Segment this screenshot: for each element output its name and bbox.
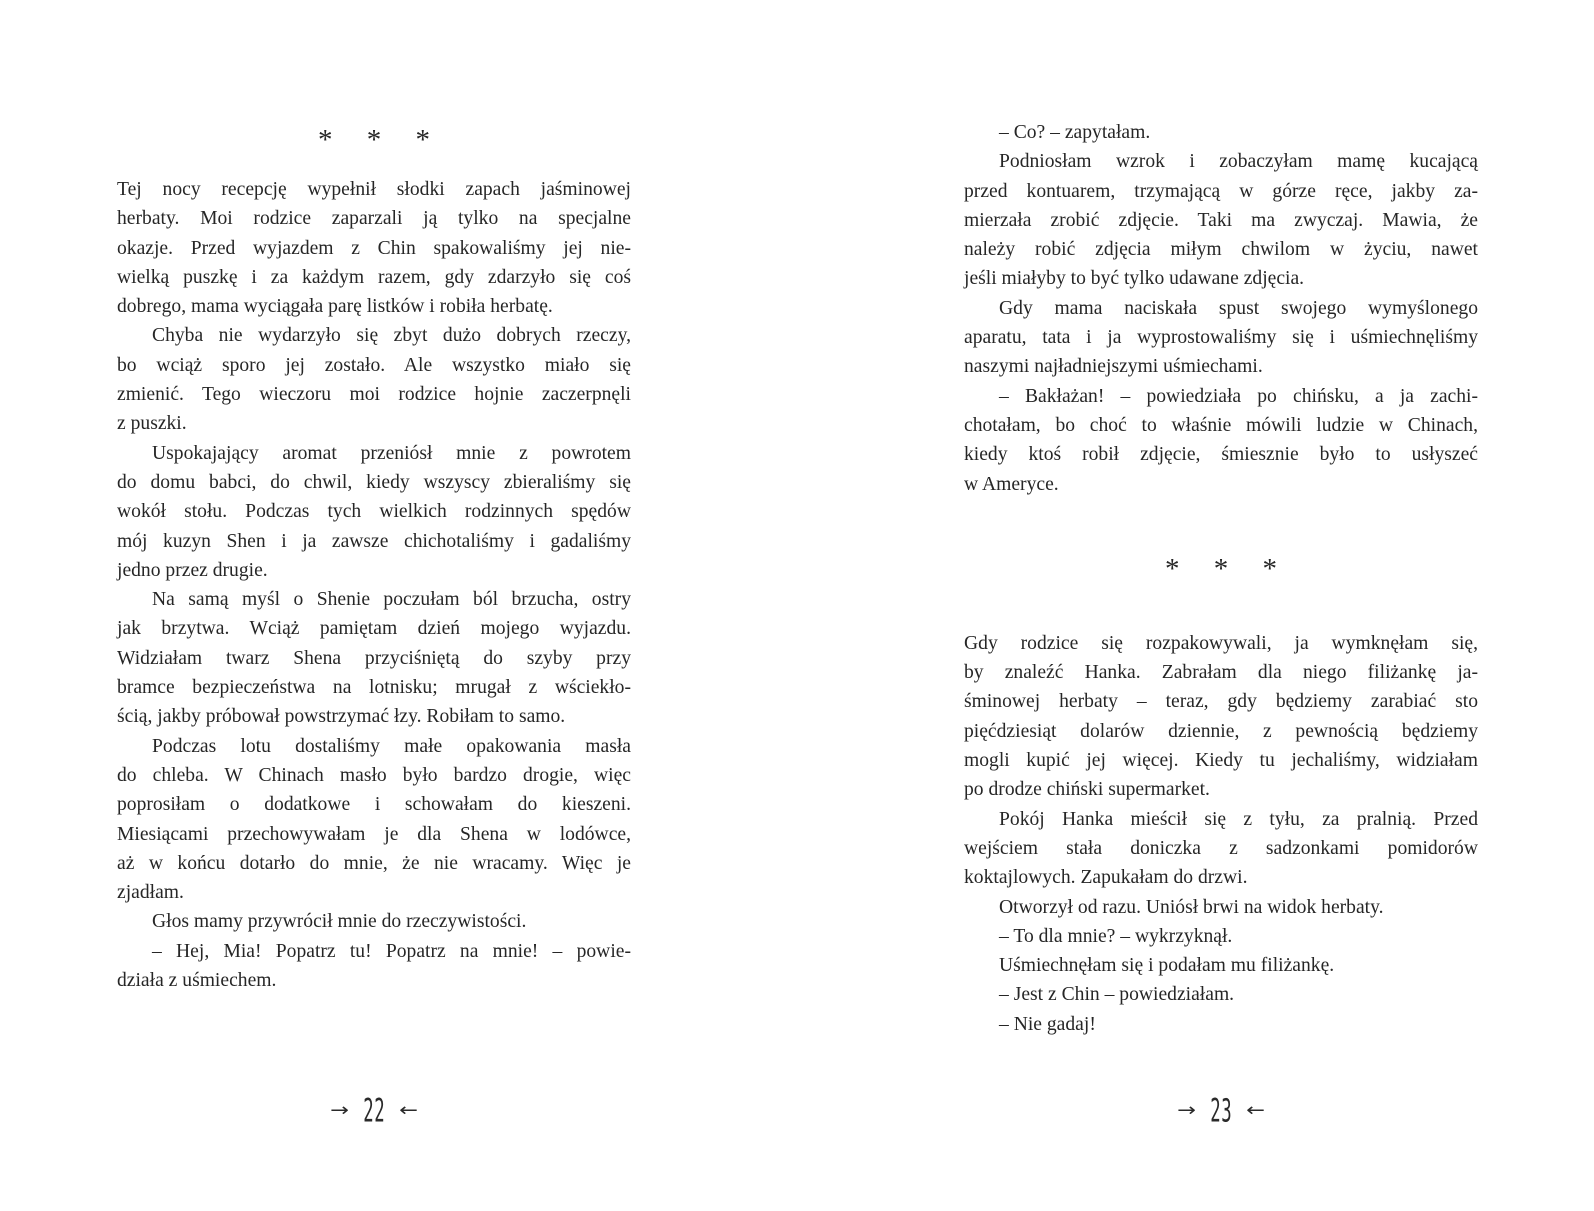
page-footer-right <box>964 1093 1478 1130</box>
text-line: mogli kupić jej więcej. Kiedy tu jechaliśmy, widziałam <box>964 750 1478 772</box>
paragraph <box>964 1010 1478 1039</box>
paragraph <box>117 732 631 908</box>
text-line: należy robić zdjęcia miłym chwilom w życiu, nawet <box>964 239 1478 261</box>
paragraph <box>964 118 1478 147</box>
page-number-right: 23 <box>1209 1093 1233 1130</box>
text-line: Głos mamy przywrócił mnie do rzeczywistości. <box>152 911 527 933</box>
text-line: pięćdziesiąt dolarów dziennie, z pewnością będziemy <box>964 720 1478 742</box>
text-line: wielką puszkę i za każdym razem, gdy zdarzyło się coś <box>117 266 631 288</box>
paragraph <box>964 951 1478 980</box>
text-line: jak brzytwa. Wciąż pamiętam dzień mojego wyjazdu. <box>117 618 631 640</box>
paragraph <box>117 585 631 731</box>
paragraph <box>964 893 1478 922</box>
text-line: aż w końcu dotarło do mnie, że nie wracamy. Więc je <box>117 852 631 874</box>
text-line: po drodze chiński supermarket. <box>964 779 1210 801</box>
text-line: bramce bezpieczeństwa na lotnisku; mrugał z wściekło- <box>117 677 631 699</box>
paragraph <box>117 321 631 438</box>
text-line: koktajlowych. Zapukałam do drzwi. <box>964 867 1248 889</box>
text-line: Miesiącami przechowywałam je dla Shena w lodówce, <box>117 823 631 845</box>
page-right-text <box>964 118 1478 1039</box>
page-footer-left <box>117 1093 631 1130</box>
paragraph <box>964 805 1478 893</box>
text-line: poprosiłam o dodatkowe i schowałam do kieszeni. <box>117 794 631 816</box>
text-line: Na samą myśl o Shenie poczułam ból brzucha, ostry <box>152 589 631 611</box>
arrow-left-icon: ← <box>1246 1100 1266 1121</box>
text-line: śminowej herbaty – teraz, gdy będziemy zarabiać sto <box>964 691 1478 713</box>
text-line: Podczas lotu dostaliśmy małe opakowania masła <box>152 735 631 757</box>
text-line: mierzała zrobić zdjęcie. Taki ma zwyczaj. Mawia, że <box>964 209 1478 231</box>
text-line: Podniosłam wzrok i zobaczyłam mamę kucającą <box>999 151 1478 173</box>
text-line: – Bakłażan! – powiedziała po chińsku, a ja zachi- <box>999 385 1478 407</box>
text-line: okazje. Przed wyjazdem z Chin spakowaliśmy jej nie- <box>117 237 631 259</box>
paragraph <box>117 907 631 936</box>
text-line: z puszki. <box>117 413 187 435</box>
text-line: Uspokajający aromat przeniósł mnie z powrotem <box>152 442 631 464</box>
paragraph <box>964 980 1478 1009</box>
text-line: Chyba nie wydarzyło się zbyt dużo dobrych rzeczy, <box>152 325 631 347</box>
text-line: Widziałam twarz Shena przyciśniętą do szyby przy <box>117 647 631 669</box>
arrow-right-icon: → <box>1176 1100 1196 1121</box>
text-line: – Hej, Mia! Popatrz tu! Popatrz na mnie! – powie- <box>152 940 631 962</box>
text-line: dobrego, mama wyciągała parę listków i robiła herbatę. <box>117 296 553 318</box>
paragraph <box>964 629 1478 805</box>
text-line: Pokój Hanka mieścił się z tyłu, za pralnią. Przed <box>999 808 1478 830</box>
text-line: wokół stołu. Podczas tych wielkich rodzinnych spędów <box>117 501 631 523</box>
arrow-left-icon: ← <box>399 1100 419 1121</box>
text-line: naszymi najładniejszymi uśmiechami. <box>964 356 1263 378</box>
paragraph <box>964 922 1478 951</box>
text-line: Tej nocy recepcję wypełnił słodki zapach jaśminowej <box>117 179 631 200</box>
paragraph <box>117 175 631 321</box>
text-line: kiedy ktoś robił zdjęcie, śmiesznie było to usłyszeć <box>964 444 1478 466</box>
paragraph <box>964 382 1478 499</box>
text-line: Uśmiechnęłam się i podałam mu filiżankę. <box>999 955 1335 977</box>
paragraph <box>117 937 631 996</box>
text-line: aparatu, tata i ja wyprostowaliśmy się i uśmiechnęliśmy <box>964 327 1478 349</box>
text-line: Otworzył od razu. Uniósł brwi na widok herbaty. <box>999 896 1384 918</box>
text-line: zmienić. Tego wieczoru moi rodzice hojnie zaczerpnęli <box>117 384 631 406</box>
text-line: do chleba. W Chinach masło było bardzo drogie, więc <box>117 764 631 786</box>
section-break-stars: * * * <box>318 124 430 156</box>
text-line: jedno przez drugie. <box>117 559 268 581</box>
text-line: do domu babci, do chwil, kiedy wszyscy zbieraliśmy się <box>117 471 631 493</box>
text-line: ścią, jakby próbował powstrzymać łzy. Robiłam to samo. <box>117 706 566 728</box>
text-line: by znaleźć Hanka. Zabrałam dla niego filiżankę ja- <box>964 662 1478 684</box>
paragraph <box>117 439 631 585</box>
text-line: herbaty. Moi rodzice zaparzali ją tylko na specjalne <box>117 208 631 230</box>
arrow-right-icon: → <box>329 1100 349 1121</box>
text-line: chotałam, bo choć to właśnie mówili ludzie w Chinach, <box>964 414 1478 436</box>
paragraph <box>964 147 1478 293</box>
text-line: przed kontuarem, trzymającą w górze ręce, jakby za- <box>964 180 1478 202</box>
text-line: jeśli miałyby to być tylko udawane zdjęcia. <box>964 268 1305 290</box>
text-line: – Nie gadaj! <box>999 1013 1096 1035</box>
text-line: mój kuzyn Shen i ja zawsze chichotaliśmy i gadaliśmy <box>117 530 631 552</box>
text-line: bo wciąż sporo jej zostało. Ale wszystko miało się <box>117 354 631 376</box>
text-line: wejściem stała doniczka z sadzonkami pomidorów <box>964 837 1478 859</box>
paragraph <box>964 294 1478 382</box>
text-line: działa z uśmiechem. <box>117 970 277 992</box>
section-break-stars: * * * <box>1165 552 1277 585</box>
text-line: – Jest z Chin – powiedziałam. <box>999 984 1235 1006</box>
text-line: Gdy rodzice się rozpakowywali, ja wymknęłam się, <box>964 632 1478 654</box>
page-number-left: 22 <box>362 1093 386 1130</box>
page-left-text <box>117 120 631 995</box>
text-line: Gdy mama naciskała spust swojego wymyślonego <box>999 297 1478 319</box>
text-line: – Co? – zapytałam. <box>999 122 1151 143</box>
text-line: w Ameryce. <box>964 473 1059 495</box>
text-line: – To dla mnie? – wykrzyknął. <box>999 925 1233 947</box>
text-line: zjadłam. <box>117 882 184 904</box>
